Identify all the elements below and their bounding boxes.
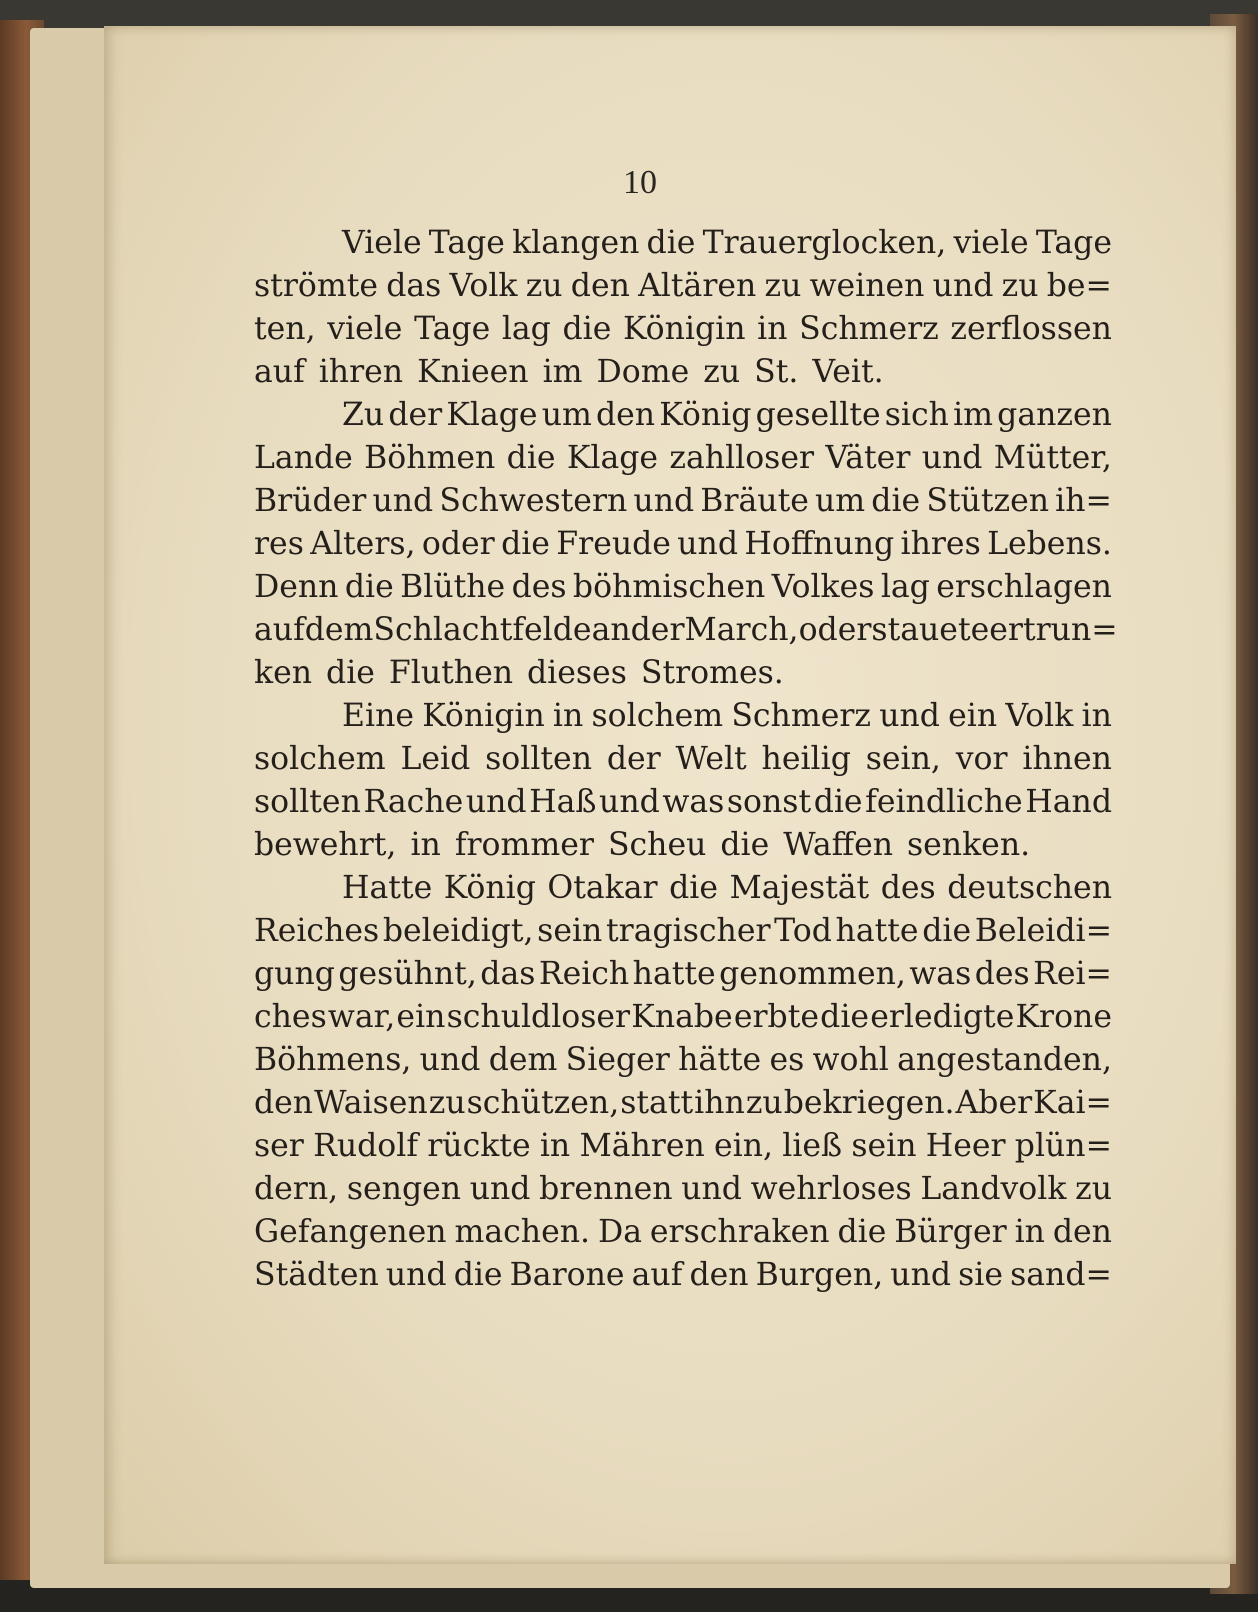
- text-line: Böhmens, und dem Sieger hätte es wohl angestanden,: [254, 1042, 1112, 1078]
- text-line: Reiches beleidigt, sein tragischer Tod hatte die Beleidi=: [254, 913, 1112, 949]
- text-line: strömte das Volk zu den Altären zu weinen und zu be=: [254, 268, 1112, 304]
- text-line: dern, sengen und brennen und wehrloses Landvolk zu: [254, 1171, 1112, 1207]
- text-line: gung gesühnt, das Reich hatte genommen, was des Rei=: [254, 956, 1112, 992]
- book-page: [104, 26, 1236, 1564]
- text-line: Denn die Blüthe des böhmischen Volkes lag erschlagen: [254, 569, 1112, 605]
- paragraph: [254, 695, 1112, 867]
- text-line: Lande Böhmen die Klage zahlloser Väter und Mütter,: [254, 440, 1112, 476]
- page-number: 10: [623, 164, 657, 201]
- page-text: [254, 222, 1118, 1297]
- text-line: Viele Tage klangen die Trauerglocken, viele Tage: [342, 225, 1112, 261]
- text-line: Städten und die Barone auf den Burgen, und sie sand=: [254, 1257, 1112, 1293]
- text-line: Eine Königin in solchem Schmerz und ein Volk in: [342, 698, 1112, 734]
- paragraph: [254, 867, 1112, 1297]
- text-line: res Alters, oder die Freude und Hoffnung ihres Lebens.: [254, 526, 1112, 562]
- text-line: solchem Leid sollten der Welt heilig sein, vor ihnen: [254, 741, 1112, 777]
- text-line: bewehrt, in frommer Scheu die Waffen senken.: [254, 827, 1031, 863]
- text-line: auf dem Schlachtfelde an der March, oder stauete ertrun=: [254, 612, 1118, 648]
- text-line: ten, viele Tage lag die Königin in Schmerz zerflossen: [254, 311, 1112, 347]
- text-line: Hatte König Otakar die Majestät des deutschen: [342, 870, 1112, 906]
- text-line: Gefangenen machen. Da erschraken die Bürger in den: [254, 1214, 1112, 1250]
- text-line: Brüder und Schwestern und Bräute um die Stützen ih=: [254, 483, 1112, 519]
- paragraph: [254, 394, 1118, 695]
- text-line: ken die Fluthen dieses Stromes.: [254, 655, 784, 691]
- text-line: sollten Rache und Haß und was sonst die feindliche Hand: [254, 784, 1112, 820]
- text-line: ser Rudolf rückte in Mähren ein, ließ sein Heer plün=: [254, 1128, 1112, 1164]
- paragraph: [254, 222, 1112, 394]
- text-line: Zu der Klage um den König gesellte sich im ganzen: [342, 397, 1112, 433]
- text-line: ches war, ein schuldloser Knabe erbte die erledigte Krone: [254, 999, 1112, 1035]
- text-line: auf ihren Knieen im Dome zu St. Veit.: [254, 354, 884, 390]
- text-line: den Waisen zu schützen, statt ihn zu bekriegen. Aber Kai=: [254, 1085, 1112, 1121]
